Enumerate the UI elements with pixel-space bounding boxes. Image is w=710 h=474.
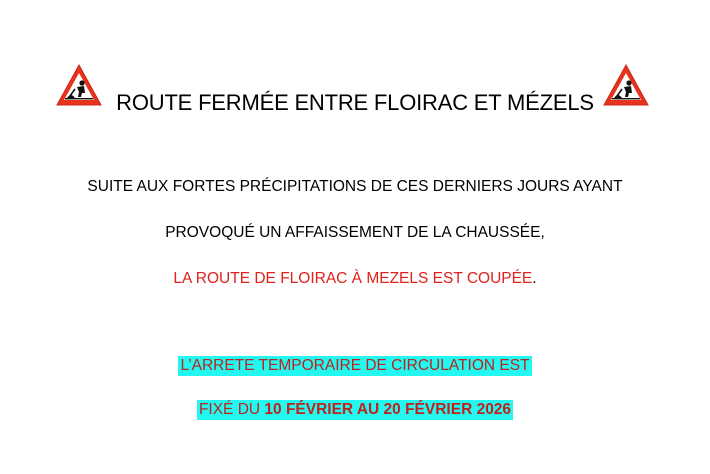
arrete-prefix: FIXÉ DU bbox=[198, 401, 265, 418]
arrete-line-2 bbox=[0, 401, 710, 419]
notice-line-3-end: . bbox=[532, 270, 537, 287]
notice-title: ROUTE FERMÉE ENTRE FLOIRAC ET MÉZELS bbox=[116, 90, 594, 115]
notice-line-1: SUITE AUX FORTES PRÉCIPITATIONS DE CES DERNIERS JOURS AYANT bbox=[87, 178, 623, 195]
road-closed-statement: LA ROUTE DE FLOIRAC À MEZELS EST COUPÉE bbox=[173, 270, 533, 287]
notice-line-2: PROVOQUÉ UN AFFAISSEMENT DE LA CHAUSSÉE, bbox=[165, 224, 545, 241]
arrete-text-1: L’ARRETE TEMPORAIRE DE CIRCULATION EST bbox=[180, 357, 530, 374]
arrete-dates: 10 FÉVRIER AU 20 FÉVRIER 2026 bbox=[264, 401, 512, 418]
notice-line-3 bbox=[0, 270, 710, 288]
arrete-dates-highlight bbox=[197, 400, 513, 420]
arrete-line-1 bbox=[0, 357, 710, 375]
